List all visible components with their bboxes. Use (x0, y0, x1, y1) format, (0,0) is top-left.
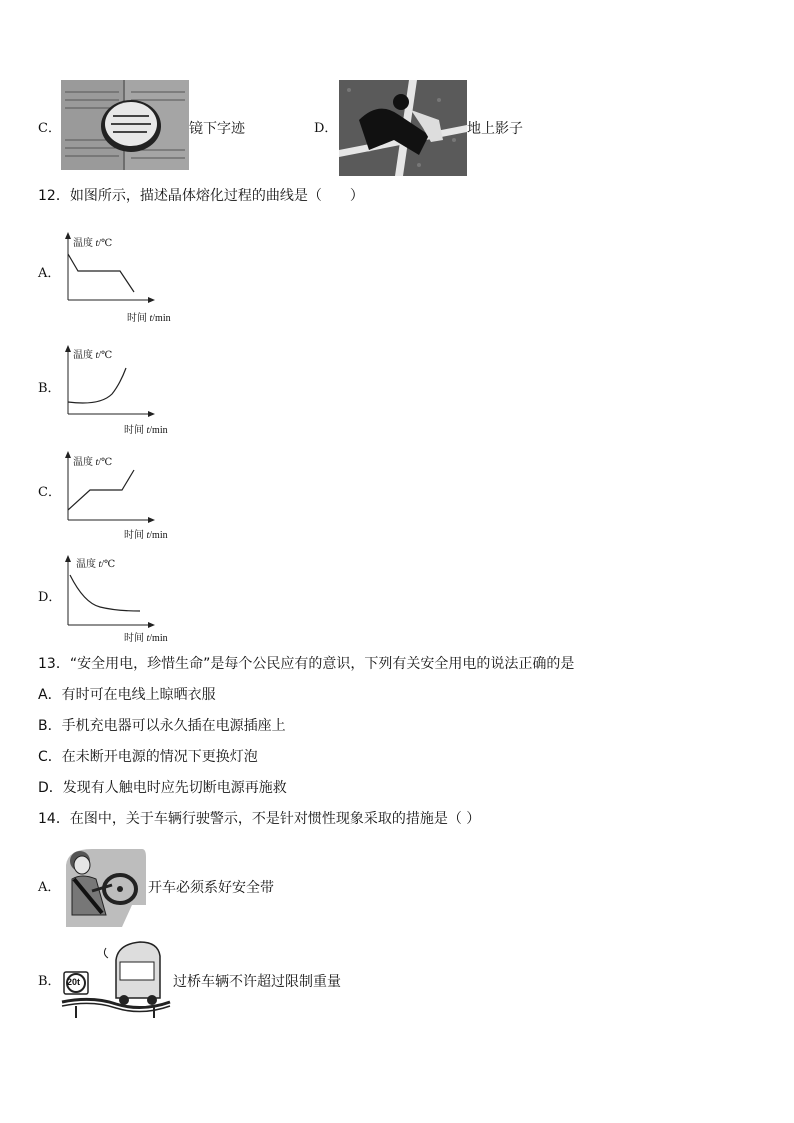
q13-option-c: C．在未断开电源的情况下更换灯泡 (38, 749, 258, 765)
q12-stem: 12．如图所示，描述晶体熔化过程的曲线是（ ） (38, 188, 364, 204)
q11-option-d-letter: D． (314, 121, 338, 136)
q12-graph-c (60, 450, 190, 540)
q14-option-a-caption: 开车必须系好安全带 (148, 880, 274, 896)
q13-option-b: B．手机充电器可以永久插在电源插座上 (38, 718, 286, 734)
weight-limit-sign-text: 20t (67, 977, 81, 987)
q12-graph-a-ylabel: 温度 t/℃ (73, 238, 113, 249)
q12-graph-b (60, 344, 190, 434)
q12-option-d-letter: D． (38, 590, 62, 605)
q12-option-b-letter: B． (38, 381, 61, 396)
bridge-weight-illustration (62, 940, 170, 1020)
q12-curve-a (68, 254, 134, 292)
q12-graph-b-xlabel: 时间 t/min (124, 425, 168, 436)
q11-option-c-caption: 镜下字迹 (189, 121, 245, 137)
q12-graph-d-xlabel: 时间 t/min (124, 633, 168, 644)
q12-graph-a-xlabel: 时间 t/min (127, 313, 171, 324)
q12-option-a-letter: A． (38, 266, 61, 281)
q12-curve-d (70, 575, 140, 611)
q14-stem: 14．在图中，关于车辆行驶警示，不是针对惯性现象采取的措施是（ ） (38, 811, 481, 827)
q12-curve-c (68, 470, 134, 510)
q12-graph-c-xlabel: 时间 t/min (124, 530, 168, 541)
q12-graph-c-ylabel: 温度 t/℃ (73, 457, 113, 468)
q11-option-c-letter: C． (38, 121, 61, 136)
q13-option-d: D．发现有人触电时应先切断电源再施救 (38, 780, 287, 796)
magnifier-photo (61, 80, 189, 170)
q12-graph-d-ylabel: 温度 t/℃ (76, 559, 116, 570)
q14-option-b-caption: 过桥车辆不许超过限制重量 (173, 974, 341, 990)
seatbelt-illustration (62, 845, 148, 927)
q11-option-d-caption: 地上影子 (467, 121, 523, 137)
q12-graph-a (60, 232, 190, 322)
q13-stem: 13．“安全用电，珍惜生命”是每个公民应有的意识，下列有关安全用电的说法正确的是 (38, 656, 575, 672)
q12-curve-b (68, 368, 126, 403)
q12-graph-d (60, 553, 190, 645)
q12-graph-b-ylabel: 温度 t/℃ (73, 350, 113, 361)
shadow-photo (339, 80, 467, 176)
q12-option-c-letter: C． (38, 485, 61, 500)
q14-option-a-letter: A． (38, 880, 61, 895)
q13-option-a: A．有时可在电线上晾晒衣服 (38, 687, 216, 703)
q14-option-b-letter: B． (38, 974, 61, 989)
